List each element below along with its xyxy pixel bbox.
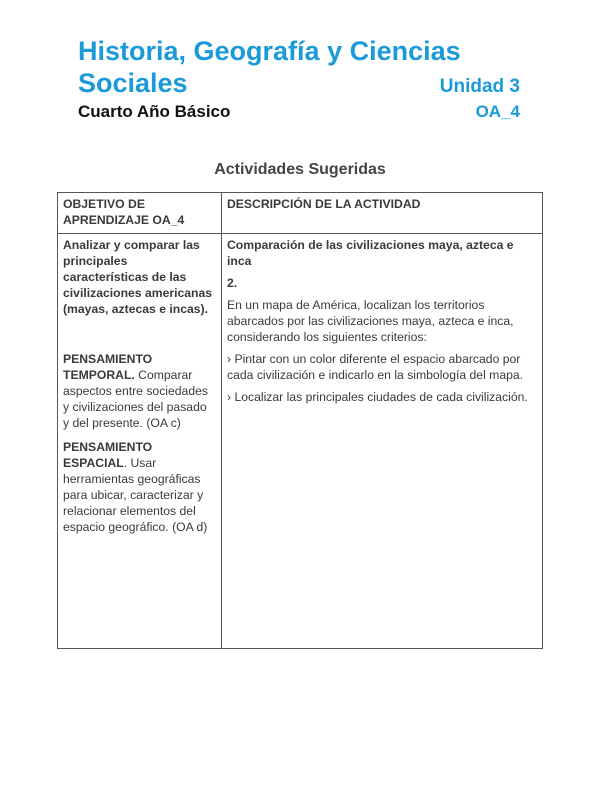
activity-title: Comparación de las civilizaciones maya, azteca e inca [227, 238, 514, 268]
temporal-skill-label: PENSAMIENTO TEMPORAL. [63, 352, 153, 382]
objective-text: Analizar y comparar las principales características de las civilizaciones americanas (mayas, aztecas e incas). [63, 238, 213, 316]
spatial-skill [63, 439, 216, 535]
oa-code: OA_4 [475, 102, 520, 121]
temporal-skill-text: Comparar aspectos entre sociedades y civilizaciones del pasado y del presente. (OA c) [63, 368, 208, 430]
activity-intro: En un mapa de América, localizan los territorios abarcados por las civilizaciones maya, azteca e inca, considerando los siguientes criterios: [227, 298, 514, 344]
grade-row [78, 101, 520, 123]
title-row [78, 67, 520, 99]
unit-label: Unidad 3 [439, 76, 520, 97]
activities-table [57, 192, 543, 649]
table-header-row [58, 193, 543, 234]
table-row [58, 234, 543, 649]
temporal-skill [63, 351, 216, 431]
spatial-skill-text: . Usar herramientas geográficas para ubicar, caracterizar y relacionar elementos del espacio geográfico. (OA d) [63, 456, 208, 534]
activity-bullet: › Localizar las principales ciudades de cada civilización. [227, 390, 528, 404]
document-header [78, 36, 520, 123]
section-title: Actividades Sugeridas [214, 161, 386, 178]
activity-bullet: › Pintar con un color diferente el espacio abarcado por cada civilización e indicarlo en la simbología del mapa. [227, 352, 524, 382]
document-title-continued: Sociales [78, 68, 188, 98]
description-cell [222, 234, 543, 649]
spatial-skill-label: PENSAMIENTO ESPACIAL [63, 440, 153, 470]
objective-cell [58, 234, 222, 649]
activity-number: 2. [227, 276, 238, 290]
objective-column-header: OBJETIVO DE APRENDIZAJE OA_4 [58, 193, 222, 234]
document-title: Historia, Geografía y Ciencias [78, 36, 461, 66]
grade-label: Cuarto Año Básico [78, 102, 231, 121]
description-column-header: DESCRIPCIÓN DE LA ACTIVIDAD [222, 193, 543, 234]
